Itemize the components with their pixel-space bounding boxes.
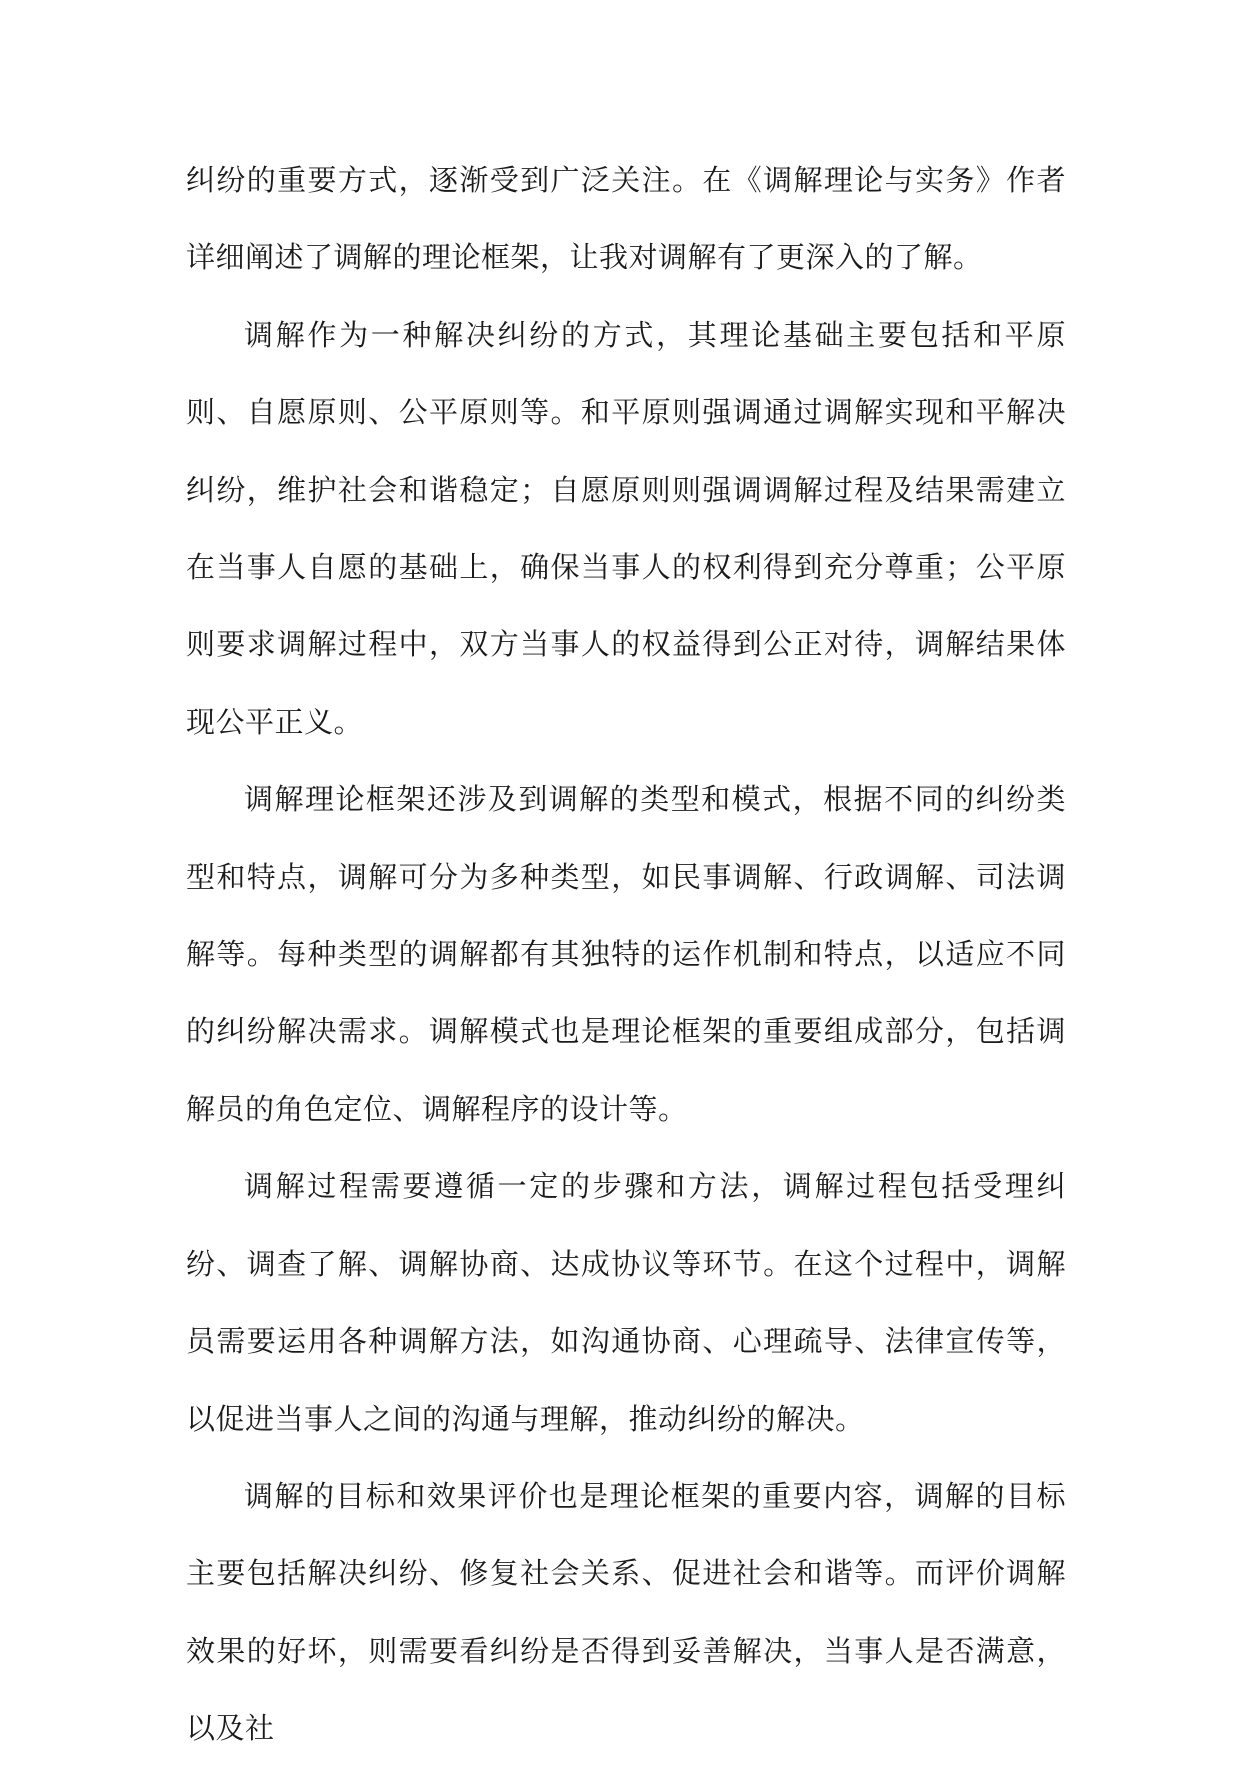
paragraph-goals-and-evaluation: 调解的目标和效果评价也是理论框架的重要内容，调解的目标主要包括解决纠纷、修复社会关系、促进社会和谐等。而评价调解效果的好坏，则需要看纠纷是否得到妥善解决，当事人是否满意，以及社 — [186, 1478, 1066, 1746]
paragraph-principles: 调解作为一种解决纠纷的方式，其理论基础主要包括和平原则、自愿原则、公平原则等。和平原则强调通过调解实现和平解决纠纷，维护社会和谐稳定；自愿原则则强调调解过程及结果需建立在当事人自愿的基础上，确保当事人的权利得到充分尊重；公平原则要求调解过程中，双方当事人的权益得到公正对待，调解结果体现公平正义。 — [186, 317, 1066, 739]
document-body — [186, 142, 1066, 1768]
paragraph-continuation: 纠纷的重要方式，逐渐受到广泛关注。在《调解理论与实务》作者详细阐述了调解的理论框架，让我对调解有了更深入的了解。 — [186, 163, 1066, 275]
paragraph-process: 调解过程需要遵循一定的步骤和方法，调解过程包括受理纠纷、调查了解、调解协商、达成协议等环节。在这个过程中，调解员需要运用各种调解方法，如沟通协商、心理疏导、法律宣传等，以促进当事人之间的沟通与理解，推动纠纷的解决。 — [186, 1169, 1066, 1436]
paragraph-types-and-modes: 调解理论框架还涉及到调解的类型和模式，根据不同的纠纷类型和特点，调解可分为多种类型，如民事调解、行政调解、司法调解等。每种类型的调解都有其独特的运作机制和特点，以适应不同的纠纷解决需求。调解模式也是理论框架的重要组成部分，包括调解员的角色定位、调解程序的设计等。 — [186, 782, 1066, 1126]
